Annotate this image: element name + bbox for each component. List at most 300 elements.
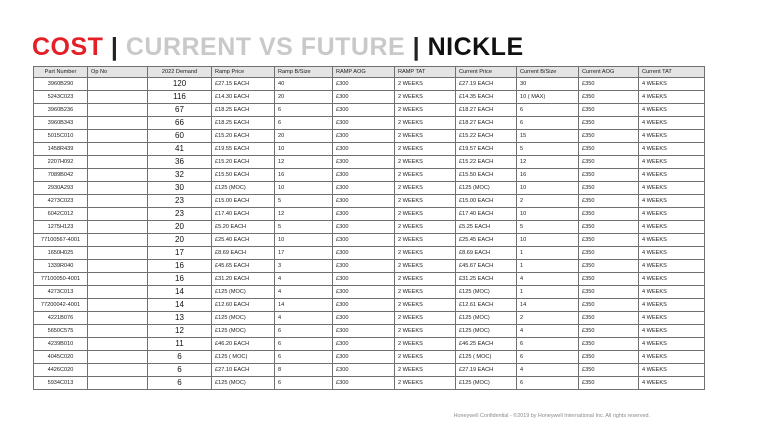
cell-ramp-tat: 2 WEEKS [395,104,456,117]
cell-current-aog: £350 [579,299,639,312]
cell-current-aog: £350 [579,195,639,208]
table-row [34,130,705,143]
cell-ramp-aog: £300 [333,156,395,169]
table-row [34,312,705,325]
cell-current-aog: £350 [579,247,639,260]
cell-ramp-aog: £300 [333,117,395,130]
cell-demand: 66 [148,117,212,130]
cell-ramp-tat: 2 WEEKS [395,234,456,247]
header-ramp-tat: RAMP TAT [395,67,456,78]
cell-part-number: 2207H092 [34,156,88,169]
cell-op-no [88,234,148,247]
cell-ramp-batch-size: 8 [275,364,333,377]
cell-op-no [88,325,148,338]
cell-ramp-tat: 2 WEEKS [395,91,456,104]
cell-ramp-price: £25.40 EACH [212,234,275,247]
cell-ramp-aog: £300 [333,234,395,247]
header-2022-demand: 2022 Demand [148,67,212,78]
cell-ramp-aog: £300 [333,260,395,273]
cell-ramp-tat: 2 WEEKS [395,325,456,338]
cell-current-batch-size: 5 [517,221,579,234]
cell-part-number: 3960B236 [34,104,88,117]
cell-current-aog: £350 [579,169,639,182]
cell-ramp-aog: £300 [333,182,395,195]
cell-current-batch-size: 1 [517,286,579,299]
cell-ramp-aog: £300 [333,91,395,104]
cell-ramp-aog: £300 [333,169,395,182]
cell-ramp-batch-size: 14 [275,299,333,312]
cell-ramp-batch-size: 12 [275,156,333,169]
cell-demand: 16 [148,260,212,273]
cell-demand: 20 [148,221,212,234]
cell-current-aog: £350 [579,117,639,130]
cell-demand: 6 [148,364,212,377]
cell-op-no [88,221,148,234]
cell-current-tat: 4 WEEKS [639,338,705,351]
cell-current-price: £8.69 EACH [456,247,517,260]
cell-ramp-tat: 2 WEEKS [395,299,456,312]
cell-demand: 120 [148,78,212,91]
cell-ramp-tat: 2 WEEKS [395,273,456,286]
slide-title [32,33,524,61]
cell-op-no [88,78,148,91]
cell-current-aog: £350 [579,208,639,221]
cell-current-aog: £350 [579,351,639,364]
table-row [34,364,705,377]
cell-current-batch-size: 10 [517,234,579,247]
cell-ramp-aog: £300 [333,351,395,364]
cell-ramp-aog: £300 [333,221,395,234]
cell-current-aog: £350 [579,182,639,195]
cell-op-no [88,351,148,364]
cell-part-number: 77100050-4001 [34,273,88,286]
cell-ramp-tat: 2 WEEKS [395,312,456,325]
header-op-no: Op No [88,67,148,78]
cell-ramp-tat: 2 WEEKS [395,260,456,273]
cell-ramp-tat: 2 WEEKS [395,351,456,364]
cell-ramp-aog: £300 [333,377,395,390]
cell-current-price: £125 ( MOC) [456,351,517,364]
header-current-aog: Current AOG [579,67,639,78]
cell-op-no [88,182,148,195]
cell-current-aog: £350 [579,91,639,104]
header-ramp-batch-size: Ramp B/Size [275,67,333,78]
cell-current-price: £18.27 EACH [456,117,517,130]
cell-current-price: £125 (MOC) [456,182,517,195]
cell-current-batch-size: 4 [517,364,579,377]
cell-op-no [88,338,148,351]
cell-ramp-tat: 2 WEEKS [395,169,456,182]
cell-current-price: £15.22 EACH [456,130,517,143]
cell-ramp-tat: 2 WEEKS [395,78,456,91]
cell-ramp-batch-size: 10 [275,234,333,247]
cell-ramp-batch-size: 6 [275,351,333,364]
table-row [34,78,705,91]
cell-current-price: £46.25 EACH [456,338,517,351]
cell-current-batch-size: 4 [517,273,579,286]
cell-current-price: £25.45 EACH [456,234,517,247]
cell-ramp-price: £125 (MOC) [212,312,275,325]
cell-op-no [88,286,148,299]
cell-part-number: 4221B076 [34,312,88,325]
cell-current-tat: 4 WEEKS [639,78,705,91]
cell-current-tat: 4 WEEKS [639,169,705,182]
table-row [34,195,705,208]
cell-current-price: £125 (MOC) [456,312,517,325]
cell-current-aog: £350 [579,104,639,117]
table-row [34,234,705,247]
cell-demand: 30 [148,182,212,195]
cell-ramp-tat: 2 WEEKS [395,130,456,143]
cell-current-price: £5.25 EACH [456,221,517,234]
cell-part-number: 1650H025 [34,247,88,260]
cell-current-batch-size: 2 [517,195,579,208]
cell-part-number: 4239B010 [34,338,88,351]
cell-current-aog: £350 [579,364,639,377]
cell-ramp-batch-size: 17 [275,247,333,260]
cell-current-price: £14.35 EACH [456,91,517,104]
cell-current-batch-size: 6 [517,351,579,364]
cell-ramp-tat: 2 WEEKS [395,156,456,169]
cell-part-number: 3960B343 [34,117,88,130]
footer-confidential: Honeywell Confidential - ©2019 by Honeywell International Inc. All rights reserved. [453,413,650,419]
cell-ramp-tat: 2 WEEKS [395,364,456,377]
table-row [34,117,705,130]
table-row [34,351,705,364]
title-separator: | [103,33,126,61]
cell-current-aog: £350 [579,78,639,91]
table-row [34,169,705,182]
cell-ramp-price: £46.20 EACH [212,338,275,351]
cell-current-tat: 4 WEEKS [639,325,705,338]
cell-current-batch-size: 10 ( MAX) [517,91,579,104]
cell-demand: 20 [148,234,212,247]
cell-current-tat: 4 WEEKS [639,247,705,260]
cell-current-price: £12.61 EACH [456,299,517,312]
cell-current-aog: £350 [579,273,639,286]
cell-current-tat: 4 WEEKS [639,182,705,195]
cell-current-aog: £350 [579,338,639,351]
header-part-number: Part Number [34,67,88,78]
cell-ramp-tat: 2 WEEKS [395,208,456,221]
table-row [34,156,705,169]
cell-current-tat: 4 WEEKS [639,195,705,208]
cell-op-no [88,104,148,117]
cell-current-aog: £350 [579,286,639,299]
cell-ramp-batch-size: 6 [275,377,333,390]
cell-demand: 14 [148,286,212,299]
cell-op-no [88,247,148,260]
cell-op-no [88,117,148,130]
cell-current-tat: 4 WEEKS [639,273,705,286]
cell-ramp-price: £45.65 EACH [212,260,275,273]
cell-ramp-tat: 2 WEEKS [395,286,456,299]
cell-demand: 6 [148,377,212,390]
cell-ramp-price: £17.40 EACH [212,208,275,221]
cell-current-batch-size: 6 [517,104,579,117]
cell-current-price: £15.50 EACH [456,169,517,182]
cell-current-price: £27.19 EACH [456,78,517,91]
cell-ramp-batch-size: 5 [275,195,333,208]
cell-demand: 17 [148,247,212,260]
cell-op-no [88,169,148,182]
cell-ramp-aog: £300 [333,286,395,299]
cell-current-batch-size: 15 [517,130,579,143]
cell-current-price: £27.19 EACH [456,364,517,377]
cell-ramp-aog: £300 [333,247,395,260]
cell-ramp-batch-size: 6 [275,338,333,351]
header-current-batch-size: Current B/Size [517,67,579,78]
cell-ramp-price: £18.25 EACH [212,104,275,117]
cell-ramp-aog: £300 [333,130,395,143]
cell-ramp-aog: £300 [333,325,395,338]
cell-current-batch-size: 10 [517,208,579,221]
cell-ramp-batch-size: 10 [275,182,333,195]
cell-current-tat: 4 WEEKS [639,91,705,104]
cell-op-no [88,195,148,208]
cell-ramp-tat: 2 WEEKS [395,247,456,260]
cell-current-aog: £350 [579,143,639,156]
cell-demand: 116 [148,91,212,104]
cell-current-batch-size: 6 [517,377,579,390]
cell-demand: 16 [148,273,212,286]
cell-current-batch-size: 6 [517,338,579,351]
cell-current-batch-size: 1 [517,260,579,273]
cell-part-number: 1339R040 [34,260,88,273]
cell-ramp-price: £15.50 EACH [212,169,275,182]
cell-demand: 41 [148,143,212,156]
cell-demand: 23 [148,208,212,221]
cell-part-number: 5015C010 [34,130,88,143]
cell-ramp-price: £19.55 EACH [212,143,275,156]
cell-op-no [88,143,148,156]
cell-part-number: 7089B042 [34,169,88,182]
cell-ramp-batch-size: 12 [275,208,333,221]
cell-demand: 23 [148,195,212,208]
cell-part-number: 6042C012 [34,208,88,221]
cell-op-no [88,130,148,143]
cell-ramp-tat: 2 WEEKS [395,195,456,208]
cell-ramp-price: £125 (MOC) [212,377,275,390]
cell-ramp-aog: £300 [333,104,395,117]
cell-current-batch-size: 4 [517,325,579,338]
cell-part-number: 4045C020 [34,351,88,364]
cell-ramp-batch-size: 10 [275,143,333,156]
cell-ramp-batch-size: 5 [275,221,333,234]
cell-current-batch-size: 14 [517,299,579,312]
cell-ramp-tat: 2 WEEKS [395,377,456,390]
cell-current-price: £19.57 EACH [456,143,517,156]
table-row [34,247,705,260]
cell-demand: 11 [148,338,212,351]
cell-ramp-price: £5.20 EACH [212,221,275,234]
cell-ramp-batch-size: 40 [275,78,333,91]
cell-ramp-price: £31.20 EACH [212,273,275,286]
cell-part-number: 5243C023 [34,91,88,104]
cell-op-no [88,312,148,325]
cell-current-price: £125 (MOC) [456,377,517,390]
cell-ramp-tat: 2 WEEKS [395,221,456,234]
cell-ramp-price: £125 ( MOC) [212,351,275,364]
cell-part-number: 1275H123 [34,221,88,234]
cell-current-tat: 4 WEEKS [639,260,705,273]
cell-ramp-batch-size: 16 [275,169,333,182]
cell-ramp-price: £18.25 EACH [212,117,275,130]
header-ramp-aog: RAMP AOG [333,67,395,78]
table-row [34,325,705,338]
cell-ramp-price: £14.30 EACH [212,91,275,104]
cell-current-aog: £350 [579,312,639,325]
table-row [34,260,705,273]
cell-current-tat: 4 WEEKS [639,351,705,364]
cell-ramp-aog: £300 [333,312,395,325]
cell-ramp-price: £27.10 EACH [212,364,275,377]
cell-current-price: £125 (MOC) [456,325,517,338]
cell-ramp-price: £12.60 EACH [212,299,275,312]
cell-ramp-aog: £300 [333,143,395,156]
cell-current-price: £125 (MOC) [456,286,517,299]
cell-current-aog: £350 [579,260,639,273]
table-row [34,208,705,221]
cell-demand: 36 [148,156,212,169]
table-row [34,338,705,351]
cell-ramp-price: £15.20 EACH [212,156,275,169]
cell-current-tat: 4 WEEKS [639,143,705,156]
cell-op-no [88,364,148,377]
cell-current-batch-size: 30 [517,78,579,91]
cell-current-aog: £350 [579,156,639,169]
cell-part-number: 5934C013 [34,377,88,390]
cell-current-batch-size: 5 [517,143,579,156]
cell-op-no [88,156,148,169]
table-row [34,182,705,195]
cell-op-no [88,260,148,273]
cell-ramp-batch-size: 4 [275,312,333,325]
cell-ramp-batch-size: 20 [275,130,333,143]
cell-ramp-aog: £300 [333,273,395,286]
cell-current-batch-size: 1 [517,247,579,260]
cell-ramp-price: £125 (MOC) [212,325,275,338]
cell-demand: 60 [148,130,212,143]
table-row [34,377,705,390]
cell-ramp-aog: £300 [333,299,395,312]
cell-ramp-aog: £300 [333,208,395,221]
cell-demand: 6 [148,351,212,364]
cell-ramp-aog: £300 [333,195,395,208]
cell-ramp-batch-size: 6 [275,104,333,117]
title-separator: | [405,33,428,61]
cell-ramp-tat: 2 WEEKS [395,143,456,156]
cell-part-number: 4426C020 [34,364,88,377]
cell-ramp-batch-size: 4 [275,273,333,286]
cell-ramp-aog: £300 [333,78,395,91]
cell-part-number: 77100567-4001 [34,234,88,247]
table-row [34,221,705,234]
cell-ramp-batch-size: 20 [275,91,333,104]
cell-current-tat: 4 WEEKS [639,364,705,377]
cell-current-tat: 4 WEEKS [639,117,705,130]
cell-current-tat: 4 WEEKS [639,130,705,143]
cell-demand: 12 [148,325,212,338]
cell-ramp-price: £8.69 EACH [212,247,275,260]
cell-current-batch-size: 16 [517,169,579,182]
cell-current-price: £18.27 EACH [456,104,517,117]
cell-current-price: £15.00 EACH [456,195,517,208]
cell-current-batch-size: 2 [517,312,579,325]
cell-current-aog: £350 [579,221,639,234]
cell-current-tat: 4 WEEKS [639,377,705,390]
cell-ramp-price: £15.20 EACH [212,130,275,143]
cell-ramp-tat: 2 WEEKS [395,117,456,130]
cell-ramp-price: £125 (MOC) [212,182,275,195]
cell-part-number: 2930A293 [34,182,88,195]
cell-demand: 32 [148,169,212,182]
cell-part-number: 4273C023 [34,195,88,208]
cell-current-batch-size: 10 [517,182,579,195]
cell-op-no [88,208,148,221]
cell-ramp-tat: 2 WEEKS [395,182,456,195]
cell-ramp-batch-size: 6 [275,325,333,338]
cell-part-number: 4273C013 [34,286,88,299]
cell-current-aog: £350 [579,325,639,338]
cell-current-tat: 4 WEEKS [639,312,705,325]
title-nickle: NICKLE [427,33,524,61]
cell-current-price: £45.67 EACH [456,260,517,273]
cell-op-no [88,91,148,104]
table-row [34,91,705,104]
cell-ramp-price: £27.15 EACH [212,78,275,91]
cell-current-tat: 4 WEEKS [639,221,705,234]
cell-ramp-tat: 2 WEEKS [395,338,456,351]
table-row [34,299,705,312]
title-current-vs-future: CURRENT VS FUTURE [125,33,406,61]
cell-current-tat: 4 WEEKS [639,156,705,169]
cell-ramp-batch-size: 6 [275,117,333,130]
cell-ramp-price: £15.00 EACH [212,195,275,208]
header-current-price: Current Price [456,67,517,78]
table-row [34,286,705,299]
cell-current-price: £17.40 EACH [456,208,517,221]
table-row [34,273,705,286]
cell-current-batch-size: 6 [517,117,579,130]
cell-demand: 14 [148,299,212,312]
cell-ramp-price: £125 (MOC) [212,286,275,299]
cell-current-price: £15.22 EACH [456,156,517,169]
cell-current-aog: £350 [579,377,639,390]
cell-part-number: 1458R439 [34,143,88,156]
cell-part-number: 77200042-4001 [34,299,88,312]
pricing-table [33,66,705,390]
table-row [34,143,705,156]
cell-op-no [88,299,148,312]
cell-op-no [88,377,148,390]
cell-current-batch-size: 12 [517,156,579,169]
header-ramp-price: Ramp Price [212,67,275,78]
cell-part-number: 5650C575 [34,325,88,338]
cell-ramp-aog: £300 [333,338,395,351]
cell-current-aog: £350 [579,234,639,247]
cell-current-price: £31.25 EACH [456,273,517,286]
cell-ramp-batch-size: 4 [275,286,333,299]
cell-current-aog: £350 [579,130,639,143]
cell-demand: 13 [148,312,212,325]
cell-demand: 67 [148,104,212,117]
cell-current-tat: 4 WEEKS [639,234,705,247]
table-header-row [34,67,705,78]
header-current-tat: Current TAT [639,67,705,78]
cell-current-tat: 4 WEEKS [639,104,705,117]
table-body [34,78,705,390]
